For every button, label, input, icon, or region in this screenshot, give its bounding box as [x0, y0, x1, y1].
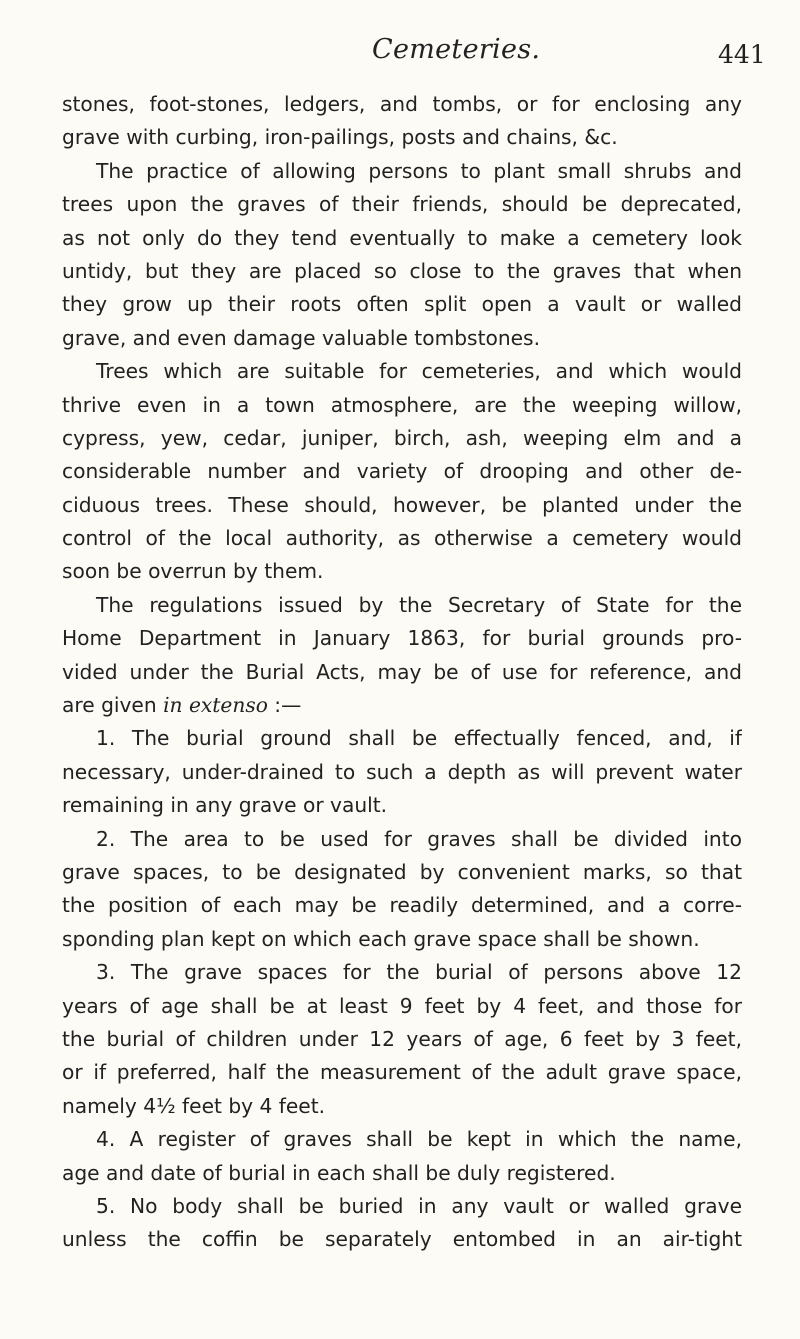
paragraph-start-line: Trees which are suitable for cemeteries, and which would [96, 359, 742, 384]
text-line: sponding plan kept on which each grave space shall be shown. [62, 926, 700, 951]
page-number: 441 [718, 40, 766, 69]
regulation-4-line: 4. A register of graves shall be kept in which the name, [96, 1127, 742, 1152]
text-line: namely 4½ feet by 4 feet. [62, 1093, 326, 1118]
body-text [62, 88, 742, 1257]
paragraph-start-line: The practice of allowing persons to plant small shrubs and [96, 158, 742, 183]
text-line: cypress, yew, cedar, juniper, birch, ash, weeping elm and a [62, 425, 742, 450]
text-line: age and date of burial in each shall be duly registered. [62, 1160, 616, 1185]
text-line: untidy, but they are placed so close to the graves that when [62, 258, 742, 283]
text-line: grave spaces, to be designated by convenient marks, so that [62, 859, 742, 884]
text-line: they grow up their roots often split open a vault or walled [62, 292, 742, 317]
text-line: necessary, under-drained to such a depth as will prevent water [62, 759, 742, 784]
text-line: grave with curbing, iron-pailings, posts and chains, &c. [62, 125, 618, 150]
text-line: or if preferred, half the measurement of the adult grave space, [62, 1060, 742, 1085]
text-fragment: are given [62, 693, 164, 718]
text-line: soon be overrun by them. [62, 559, 324, 584]
paragraph-start-line: The regulations issued by the Secretary of State for the [96, 592, 742, 617]
text-line: vided under the Burial Acts, may be of use for reference, and [62, 659, 742, 684]
running-title: Cemeteries. [372, 34, 541, 65]
text-fragment: :— [267, 693, 302, 718]
text-line: control of the local authority, as otherwise a cemetery would [62, 526, 742, 551]
running-head [0, 34, 800, 74]
text-line: years of age shall be at least 9 feet by 4 feet, and those for [62, 993, 742, 1018]
text-line: considerable number and variety of drooping and other de- [62, 459, 742, 484]
regulation-3-line: 3. The grave spaces for the burial of persons above 12 [96, 960, 742, 985]
text-line: Home Department in January 1863, for burial grounds pro- [62, 626, 742, 651]
text-line: as not only do they tend eventually to make a cemetery look [62, 225, 742, 250]
text-line: the burial of children under 12 years of age, 6 feet by 3 feet, [62, 1026, 742, 1051]
regulation-2-line: 2. The area to be used for graves shall be divided into [96, 826, 742, 851]
text-line [62, 689, 742, 722]
text-line: trees upon the graves of their friends, should be deprecated, [62, 192, 742, 217]
text-line: the position of each may be readily determined, and a corre- [62, 893, 742, 918]
text-line: ciduous trees. These should, however, be planted under the [62, 492, 742, 517]
text-line: remaining in any grave or vault. [62, 793, 388, 818]
italic-phrase: in extenso [163, 693, 268, 718]
regulation-1-line: 1. The burial ground shall be effectually fenced, and, if [96, 726, 742, 751]
text-line: unless the coffin be separately entombed in an air-tight [62, 1227, 742, 1252]
text-line: stones, foot-stones, ledgers, and tombs, or for enclosing any [62, 92, 742, 116]
text-line: grave, and even damage valuable tombstones. [62, 325, 540, 350]
regulation-5-line: 5. No body shall be buried in any vault or walled grave [96, 1193, 742, 1218]
text-line: thrive even in a town atmosphere, are the weeping willow, [62, 392, 742, 417]
